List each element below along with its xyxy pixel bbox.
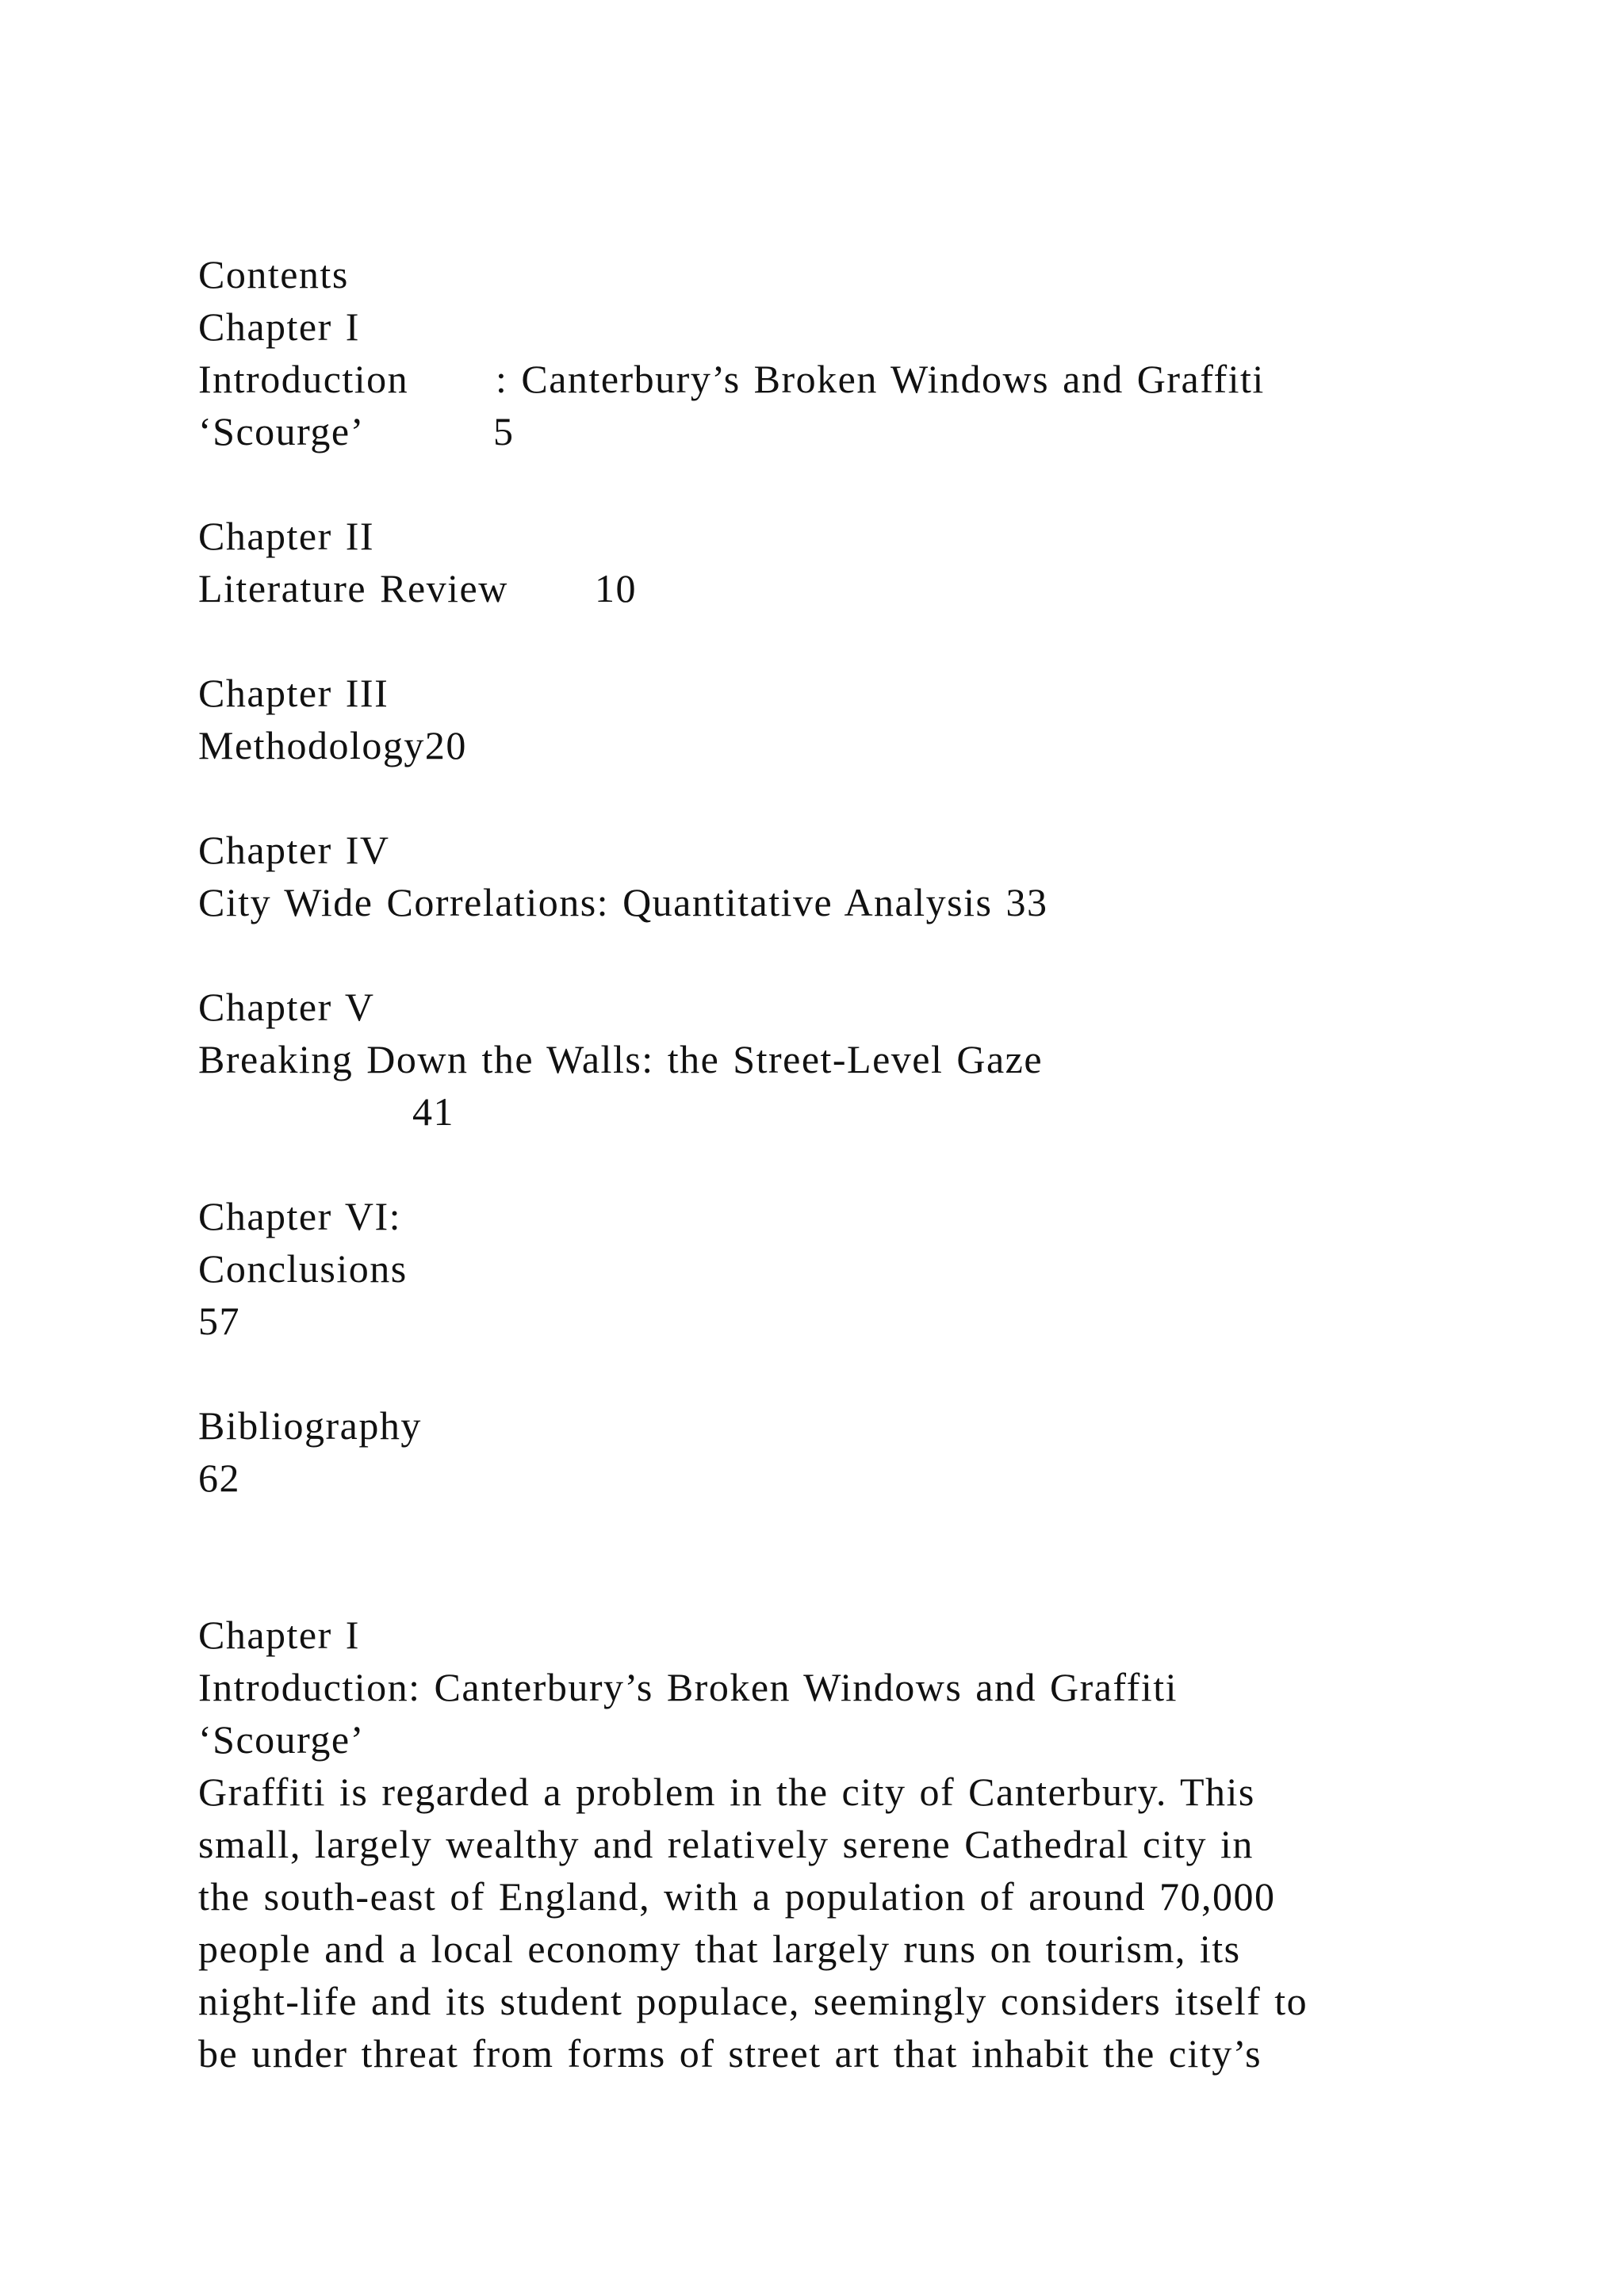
body-paragraph-line: night-life and its student populace, seemingly considers itself to (198, 1979, 1308, 2023)
toc-chapter-1-title-b: : Canterbury’s Broken Windows and Graffiti (496, 357, 1265, 401)
contents-heading: Contents (198, 252, 349, 297)
toc-chapter-6-label: Chapter VI: (198, 1194, 402, 1238)
toc-chapter-1-label: Chapter I (198, 304, 360, 349)
body-chapter-title-line-2: ‘Scourge’ (198, 1717, 365, 1762)
toc-chapter-3-title-page: Methodology20 (198, 723, 467, 767)
toc-chapter-1-page: 5 (493, 409, 515, 453)
toc-chapter-1-title-a: Introduction (198, 357, 409, 401)
toc-chapter-3-label: Chapter III (198, 671, 389, 715)
body-paragraph-line: small, largely wealthy and relatively serene Cathedral city in (198, 1822, 1254, 1866)
toc-chapter-5-page: 41 (412, 1089, 454, 1134)
toc-bibliography-title: Bibliography (198, 1403, 422, 1448)
body-chapter-label: Chapter I (198, 1613, 360, 1657)
body-paragraph-line: Graffiti is regarded a problem in the city of Canterbury. This (198, 1770, 1255, 1814)
body-paragraph-line: be under threat from forms of street art that inhabit the city’s (198, 2031, 1262, 2076)
toc-chapter-5-label: Chapter V (198, 985, 375, 1029)
toc-chapter-2-page: 10 (595, 566, 637, 610)
toc-chapter-2-label: Chapter II (198, 514, 375, 558)
toc-bibliography-page: 62 (198, 1456, 240, 1500)
toc-chapter-4-label: Chapter IV (198, 828, 390, 872)
toc-chapter-6-title: Conclusions (198, 1246, 408, 1291)
toc-chapter-5-title: Breaking Down the Walls: the Street-Level Gaze (198, 1037, 1044, 1081)
toc-chapter-2-title: Literature Review (198, 566, 508, 610)
toc-chapter-6-page: 57 (198, 1299, 240, 1343)
toc-chapter-1-title-c: ‘Scourge’ (198, 409, 365, 453)
toc-chapter-4-title-page: City Wide Correlations: Quantitative Analysis 33 (198, 880, 1048, 924)
body-paragraph-line: people and a local economy that largely runs on tourism, its (198, 1927, 1241, 1971)
body-chapter-title-line-1: Introduction: Canterbury’s Broken Windows and Graffiti (198, 1665, 1178, 1709)
body-paragraph-line: the south-east of England, with a population of around 70,000 (198, 1874, 1276, 1919)
